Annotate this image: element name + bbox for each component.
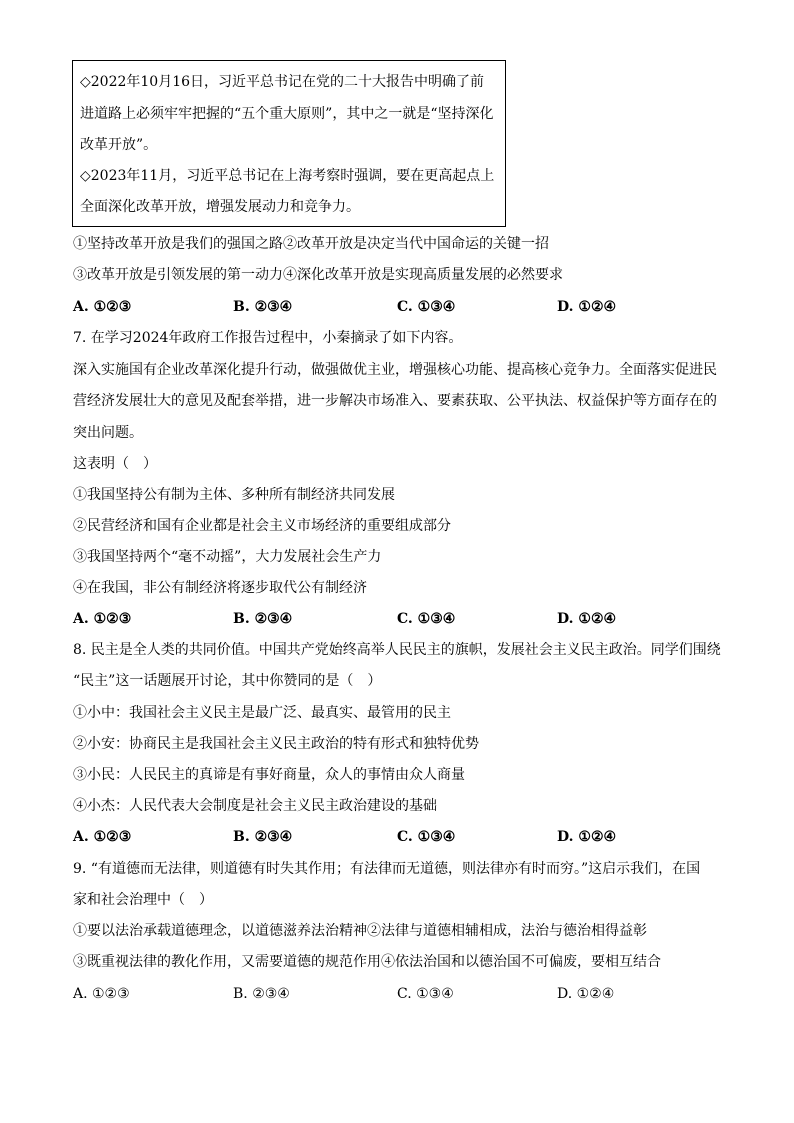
q7-option-a[interactable]: A. ①②③ [73,611,132,627]
q6-option-a[interactable]: A. ①②③ [73,299,132,315]
q6-material-line-4: ◇2023年11月，习近平总书记在上海考察时强调，要在更高起点上 [80,168,495,184]
q9-option-d[interactable]: D. ①②④ [557,986,615,1002]
q8-option-b[interactable]: B. ②③④ [233,829,293,845]
q9-stem-line-2: 家和社会治理中（ ） [73,892,213,908]
q7-material-line-1: 深入实施国有企业改革深化提升行动，做强做优主业，增强核心功能、提高核心竞争力。全面落实促进民 [73,362,717,378]
q8-option-a[interactable]: A. ①②③ [73,829,132,845]
q8-stem-line-1: 8. 民主是全人类的共同价值。中国共产党始终高举人民民主的旗帜，发展社会主义民主政治。同学们围绕 [73,642,721,658]
q6-material-line-3: 改革开放”。 [80,137,158,153]
q7-material-line-2: 营经济发展壮大的意见及配套举措，进一步解决市场准入、要素获取、公平执法、权益保护等方面存在的 [73,393,717,409]
q7-statement-1: ①我国坚持公有制为主体、多种所有制经济共同发展 [73,487,395,503]
q7-option-c[interactable]: C. ①③④ [397,611,456,627]
q7-option-b[interactable]: B. ②③④ [233,611,293,627]
q8-option-c[interactable]: C. ①③④ [397,829,456,845]
q7-statement-2: ②民营经济和国有企业都是社会主义市场经济的重要组成部分 [73,518,451,534]
q7-material-line-3: 突出问题。 [73,425,143,441]
q9-option-b[interactable]: B. ②③④ [233,986,290,1002]
q8-statement-4: ④小杰：人民代表大会制度是社会主义民主政治建设的基础 [73,798,437,814]
q6-material-line-2: 进道路上必须牢牢把握的“五个重大原则”，其中之一就是“坚持深化 [80,106,494,122]
q9-statement-2: ③既重视法律的教化作用，又需要道德的规范作用④依法治国和以德治国不可偏废，要相互结合 [73,954,661,970]
q7-statement-4: ④在我国，非公有制经济将逐步取代公有制经济 [73,580,367,596]
q6-statement-2: ③改革开放是引领发展的第一动力④深化改革开放是实现高质量发展的必然要求 [73,267,563,283]
q8-stem-line-2: “民主”这一话题展开讨论，其中你赞同的是（ ） [73,673,382,689]
q8-statement-2: ②小安：协商民主是我国社会主义民主政治的特有形式和独特优势 [73,736,479,752]
q8-option-d[interactable]: D. ①②④ [557,829,617,845]
q6-material-line-1: ◇2022年10月16日，习近平总书记在党的二十大报告中明确了前 [80,74,485,90]
q7-stem: 7. 在学习2024年政府工作报告过程中，小秦摘录了如下内容。 [73,330,463,346]
q6-option-d[interactable]: D. ①②④ [557,299,617,315]
q8-statement-3: ③小民：人民民主的真谛是有事好商量，众人的事情由众人商量 [73,767,465,783]
q9-option-c[interactable]: C. ①③④ [397,986,454,1002]
q9-option-a[interactable]: A. ①②③ [73,986,130,1002]
q7-statement-3: ③我国坚持两个“毫不动摇”，大力发展社会生产力 [73,549,382,565]
q6-option-b[interactable]: B. ②③④ [233,299,293,315]
q9-stem-line-1: 9. “有道德而无法律，则道德有时失其作用；有法律而无道德，则法律亦有时而穷。”这启示我们，在国 [73,861,701,877]
q6-material-line-5: 全面深化改革开放，增强发展动力和竞争力。 [80,199,360,215]
q7-prompt: 这表明（ ） [73,456,157,472]
q7-option-d[interactable]: D. ①②④ [557,611,617,627]
q9-statement-1: ①要以法治承载道德理念，以道德滋养法治精神②法律与道德相辅相成，法治与德治相得益彰 [73,923,647,939]
q6-option-c[interactable]: C. ①③④ [397,299,456,315]
q6-statement-1: ①坚持改革开放是我们的强国之路②改革开放是决定当代中国命运的关键一招 [73,236,549,252]
q8-statement-1: ①小中：我国社会主义民主是最广泛、最真实、最管用的民主 [73,705,451,721]
